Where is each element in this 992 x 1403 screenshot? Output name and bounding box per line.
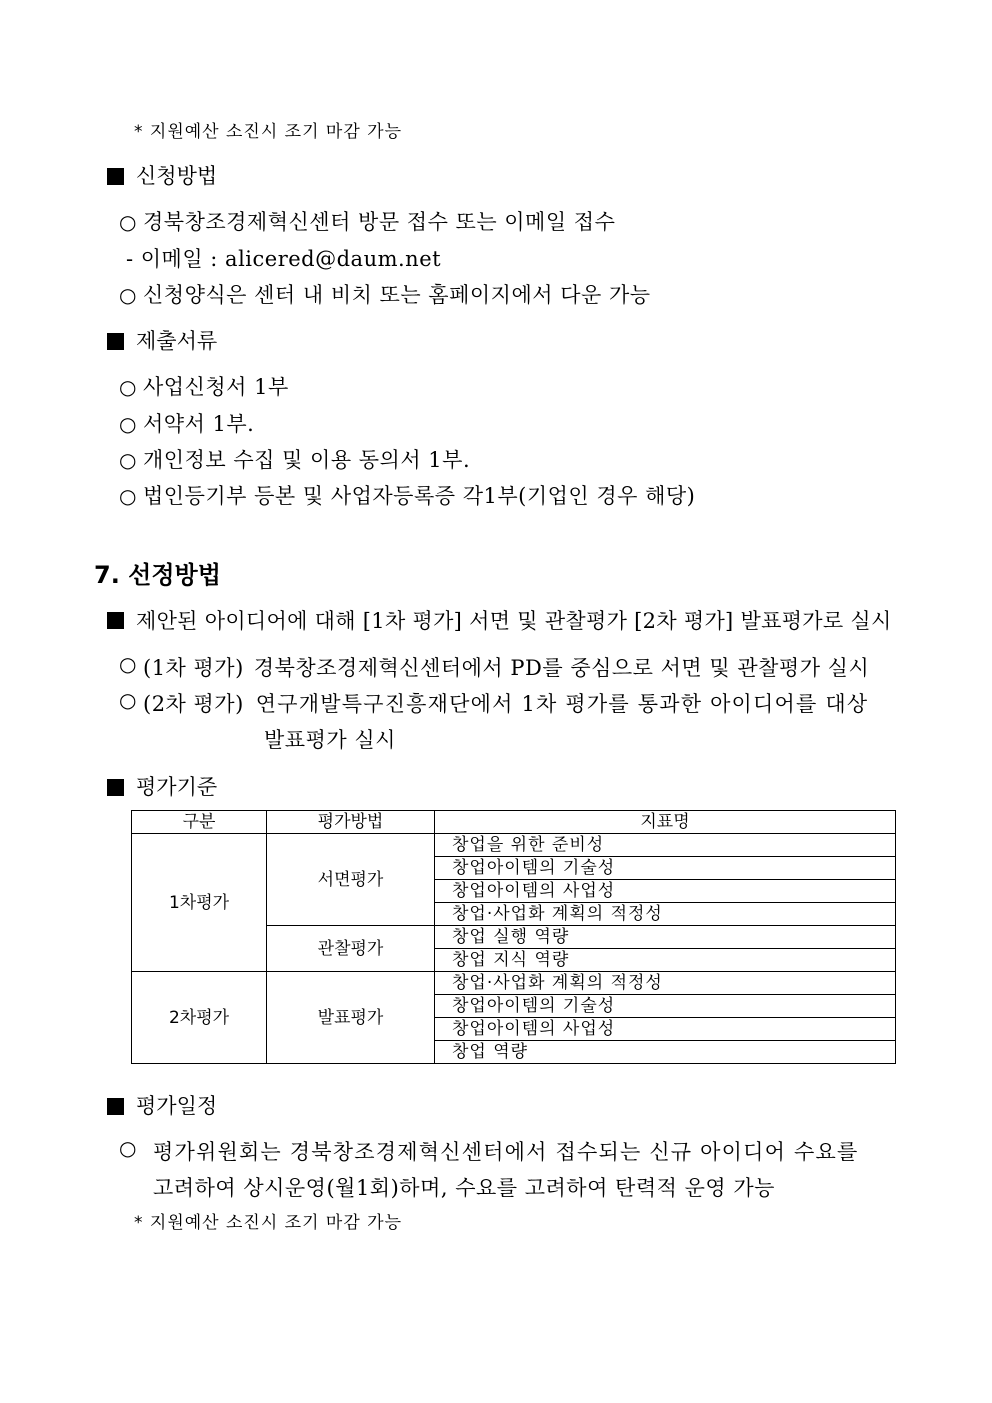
apply-email-line: - 이메일 : alicered@daum.net <box>126 247 442 271</box>
docs-item <box>119 480 695 510</box>
docs-item <box>119 444 470 474</box>
table-header-row <box>132 811 896 834</box>
criteria-heading <box>107 771 217 801</box>
table-row <box>132 972 896 995</box>
schedule-heading-text: 평가일정 <box>136 1094 218 1118</box>
indicator-cell: 창업 실행 역량 <box>435 926 896 949</box>
round2-text-line1: 연구개발특구진흥재단에서 1차 평가를 통과한 아이디어를 대상 <box>255 692 869 716</box>
docs-heading-text: 제출서류 <box>136 329 218 353</box>
indicator-cell: 창업아이템의 기술성 <box>435 995 896 1018</box>
circle-bullet-icon: ○ <box>119 484 137 508</box>
docs-item <box>119 408 254 438</box>
method-present-cell: 발표평가 <box>267 972 435 1064</box>
circle-bullet-icon: ○ <box>119 652 137 676</box>
round1-text: 경북창조경제혁신센터에서 PD를 중심으로 서면 및 관찰평가 실시 <box>253 656 870 680</box>
circle-bullet-icon: ○ <box>119 412 137 436</box>
circle-bullet-icon: ○ <box>119 688 137 712</box>
round1-label: (1차 평가) <box>143 656 244 680</box>
criteria-heading-text: 평가기준 <box>136 775 218 799</box>
square-bullet-icon <box>107 168 124 185</box>
round2-label: (2차 평가) <box>143 692 244 716</box>
schedule-heading <box>107 1090 217 1120</box>
indicator-cell: 창업아이템의 사업성 <box>435 880 896 903</box>
round2-item <box>119 688 895 718</box>
square-bullet-icon <box>107 1098 124 1115</box>
indicator-cell: 창업·사업화 계획의 적정성 <box>435 903 896 926</box>
indicator-cell: 창업·사업화 계획의 적정성 <box>435 972 896 995</box>
indicator-cell: 창업을 위한 준비성 <box>435 834 896 857</box>
circle-bullet-icon: ○ <box>119 1136 137 1160</box>
circle-bullet-icon: ○ <box>119 448 137 472</box>
indicator-cell: 창업 지식 역량 <box>435 949 896 972</box>
selection-summary <box>107 605 893 635</box>
budget-note: * 지원예산 소진시 조기 마감 가능 <box>134 122 403 142</box>
method-observe-cell: 관찰평가 <box>267 926 435 972</box>
schedule-line-1: 평가위원회는 경북창조경제혁신센터에서 접수되는 신규 아이디어 수요를 <box>153 1140 859 1164</box>
schedule-line-2: 고려하여 상시운영(월1회)하며, 수요를 고려하여 탄력적 운영 가능 <box>153 1176 775 1200</box>
square-bullet-icon <box>107 612 124 629</box>
apply-item-2-text: 신청양식은 센터 내 비치 또는 홈페이지에서 다운 가능 <box>143 283 651 307</box>
schedule-note: * 지원예산 소진시 조기 마감 가능 <box>134 1213 403 1233</box>
criteria-table <box>131 810 896 1064</box>
docs-item-text: 개인정보 수집 및 이용 동의서 1부. <box>143 448 471 472</box>
section-7-title: 7. 선정방법 <box>94 561 221 589</box>
apply-item-1 <box>119 206 615 236</box>
method-written-cell: 서면평가 <box>267 834 435 926</box>
square-bullet-icon <box>107 333 124 350</box>
apply-item-2 <box>119 279 651 309</box>
round2-text-line2: 발표평가 실시 <box>264 728 396 752</box>
indicator-cell: 창업아이템의 사업성 <box>435 1018 896 1041</box>
circle-bullet-icon: ○ <box>119 375 137 399</box>
docs-item-text: 사업신청서 1부 <box>143 375 289 399</box>
circle-bullet-icon: ○ <box>119 283 137 307</box>
docs-item-text: 서약서 1부. <box>143 412 255 436</box>
round2-cell: 2차평가 <box>132 972 267 1064</box>
schedule-item <box>119 1136 895 1166</box>
circle-bullet-icon: ○ <box>119 210 137 234</box>
docs-heading <box>107 325 217 355</box>
table-row <box>132 834 896 857</box>
apply-heading <box>107 160 217 190</box>
header-indicator: 지표명 <box>435 811 896 834</box>
header-method: 평가방법 <box>267 811 435 834</box>
apply-item-1-text: 경북창조경제혁신센터 방문 접수 또는 이메일 접수 <box>143 210 616 234</box>
round1-item <box>119 652 895 682</box>
docs-item <box>119 371 289 401</box>
header-category: 구분 <box>132 811 267 834</box>
round1-cell: 1차평가 <box>132 834 267 972</box>
selection-summary-text: 제안된 아이디어에 대해 [1차 평가] 서면 및 관찰평가 [2차 평가] 발표평가로 실시 <box>136 609 892 633</box>
docs-item-text: 법인등기부 등본 및 사업자등록증 각1부(기업인 경우 해당) <box>143 484 696 508</box>
apply-heading-text: 신청방법 <box>136 164 218 188</box>
indicator-cell: 창업 역량 <box>435 1041 896 1064</box>
indicator-cell: 창업아이템의 기술성 <box>435 857 896 880</box>
square-bullet-icon <box>107 779 124 796</box>
